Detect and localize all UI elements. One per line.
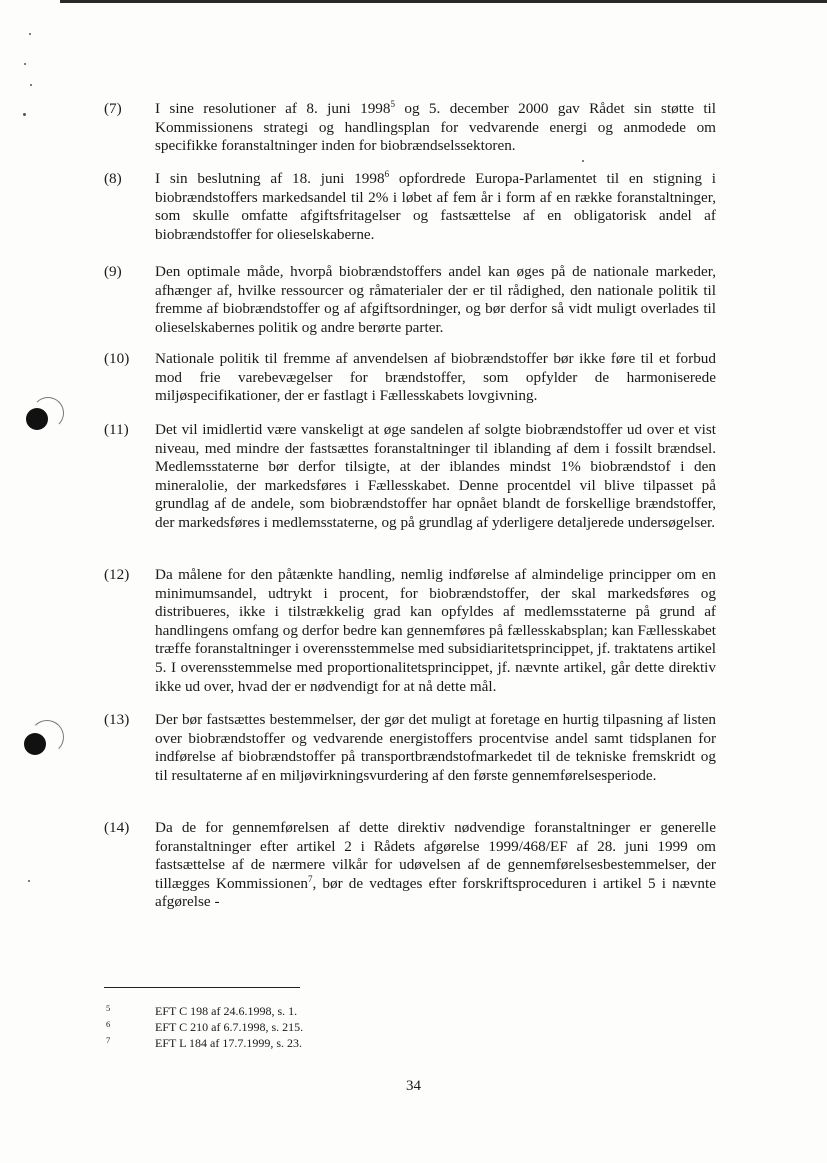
recital-number: (11): [104, 421, 129, 438]
recital-text-main: Der bør fastsættes bestemmelser, der gør det muligt at foretage en hurtig tilpasning af listen over biobrændstoffer og vedvarende energistoffers procentvise andel samt tidsplanen for indførelse af biobrændstoffer på transportbrændstofmarkedet til de tekniske fremskridt og til resultaterne af en miljøvirkningsvurdering af den første gennemførelsesperiode.: [155, 711, 716, 784]
footnote-mark: 6: [106, 1019, 111, 1029]
recital-paragraph: [104, 350, 716, 406]
scan-speck: [24, 63, 26, 65]
recital-paragraph: [104, 263, 716, 337]
scan-speck: [28, 880, 30, 882]
recital-number: (13): [104, 711, 130, 728]
recital-text: [155, 819, 716, 912]
recital-text-continued: opfordrede Europa-Parlamentet til en stigning i biobrændstoffers markedsandel til 2% i løbet af fem år i form af en række foranstaltninger, som skulle omfatte afgiftsfritagelser og fastsættelse af en obligatorisk andel af biobrændstoffer for olieselskaberne.: [155, 170, 716, 243]
recital-text: [155, 566, 716, 696]
scan-top-border: [60, 0, 827, 3]
footnote: [104, 1036, 604, 1050]
recital-paragraph: [104, 566, 716, 696]
footnote-text: EFT L 184 af 17.7.1999, s. 23.: [155, 1036, 302, 1050]
footnote-separator: [104, 987, 300, 988]
recital-text: [155, 350, 716, 406]
recital-number: (7): [104, 100, 122, 117]
footnote-reference: 7: [307, 873, 313, 884]
recital-text: [155, 421, 716, 533]
recital-text-continued: , bør de vedtages efter forskriftsproceduren i artikel 5 i nævnte afgørelse -: [155, 874, 716, 911]
recital-paragraph: [104, 421, 716, 533]
punch-hole-ring: [30, 720, 64, 754]
recital-paragraph: [104, 100, 716, 156]
recital-text: [155, 711, 716, 785]
recital-text-continued: og 5. december 2000 gav Rådet sin støtte til Kommissionens strategi og handlingsplan for vedvarende energi og anmodede om specifikke foranstaltninger inden for biobrændselssektoren.: [155, 100, 716, 155]
recital-text-main: Nationale politik til fremme af anvendelsen af biobrændstoffer bør ikke føre til et forbud mod frie varebevægelser for brændstoffer, som opfylder de harmoniserede miljøspecifikationer, der er fastlagt i Fællesskabets lovgivning.: [155, 350, 716, 405]
scan-speck: [29, 33, 31, 35]
recital-paragraph: [104, 170, 716, 244]
recital-text-main: I sine resolutioner af 8. juni 1998: [155, 100, 391, 117]
footnote-text: EFT C 210 af 6.7.1998, s. 215.: [155, 1020, 304, 1034]
recital-number: (12): [104, 566, 130, 583]
footnote-reference: 5: [390, 99, 395, 109]
scan-speck: [30, 84, 32, 86]
page-number: 34: [406, 1078, 421, 1094]
scan-speck: [582, 160, 584, 162]
recital-number: (9): [104, 263, 122, 280]
recital-number: (8): [104, 170, 122, 187]
footnote-text: EFT C 198 af 24.6.1998, s. 1.: [155, 1004, 298, 1018]
footnote-mark: 5: [106, 1003, 111, 1013]
recital-text-main: Da de for gennemførelsen af dette direktiv nødvendige foranstaltninger er generelle foranstaltninger efter artikel 2 i Rådets afgørelse 1999/468/EF af 28. juni 1999 om fastsættelse af de nærmere vilkår for udøvelsen af de gennemførelsesbestemmelser, der tillægges Kommissionen: [155, 819, 716, 892]
footnote-mark: 7: [106, 1035, 111, 1045]
recital-text-main: I sin beslutning af 18. juni 1998: [155, 170, 385, 187]
punch-hole-ring: [32, 397, 64, 429]
recital-paragraph: [104, 711, 716, 785]
footnote: [104, 1020, 604, 1034]
recital-number: (14): [104, 819, 130, 836]
recital-text: [155, 170, 716, 244]
recital-text-main: Da målene for den påtænkte handling, nemlig indførelse af almindelige principper om en minimumsandel, udtrykt i procent, for biobrændstoffer, der skal markedsføres og distribueres, ikke i tilstrækkelig grad kan opfyldes af medlemsstaterne på grund af handlingens omfang og derfor bedre kan gennemføres på fællesskabsplan; kan Fællesskabet træffe foranstaltninger i overensstemmelse med subsidiaritetsprincippet, jf. traktatens artikel 5. I overensstemmelse med proportionalitetsprincippet, jf. nævnte artikel, går dette direktiv ikke ud over, hvad der er nødvendigt for at nå dette mål.: [155, 566, 716, 695]
recital-text: [155, 263, 716, 337]
recital-number: (10): [104, 350, 130, 367]
scan-speck: [23, 113, 26, 116]
footnote: [104, 1004, 604, 1018]
recital-text: [155, 100, 716, 156]
footnote-reference: 6: [384, 169, 390, 179]
recital-text-main: Den optimale måde, hvorpå biobrændstoffers andel kan øges på de nationale markeder, afhænger af, hvilke ressourcer og råmaterialer der er til rådighed, den nationale politik til fremme af biobrændstoffer og af afgiftsordninger, og bør derfor så vidt muligt overlades til olieselskabernes politik og andre berørte parter.: [155, 263, 716, 336]
recital-paragraph: [104, 819, 716, 912]
recital-text-main: Det vil imidlertid være vanskeligt at øge sandelen af solgte biobrændstoffer ud over et vist niveau, med mindre der fastsættes foranstaltninger til iblanding af dem i fossilt brændsel. Medlemsstaterne bør derfor tilsigte, at der iblandes mindst 1% biobrændstof i den mineralolie, der markedsføres i Fællesskabet. Denne procentdel vil blive tilpasset på grundlag af de andele, som biobrændstoffer har opnået blandt de forskellige brændstoffer, der markedsføres i medlemsstaterne, og på grundlag af yderligere detaljerede undersøgelser.: [155, 421, 716, 531]
